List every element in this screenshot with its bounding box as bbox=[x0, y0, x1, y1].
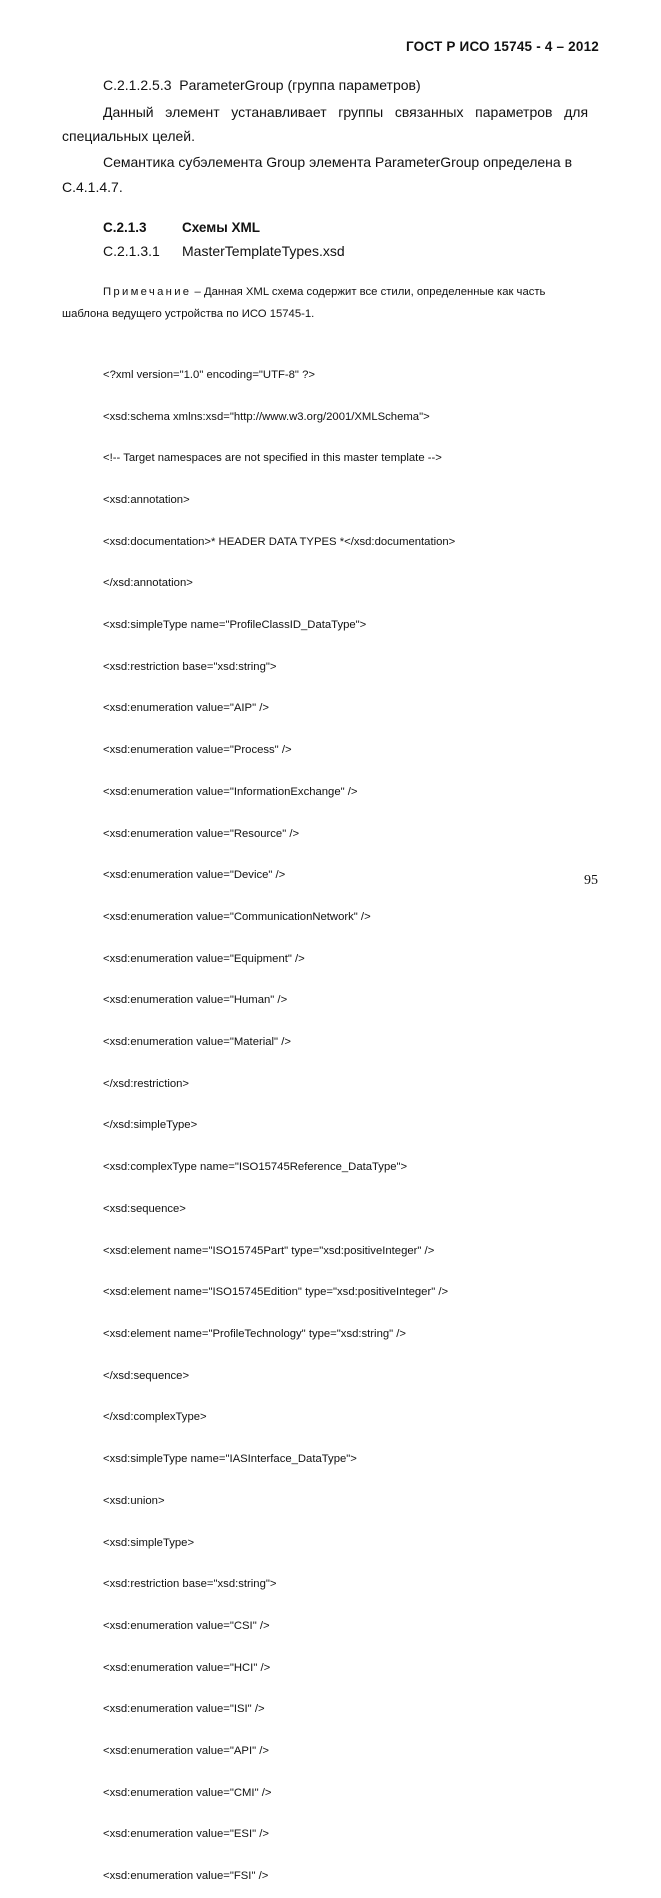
code-line: <xsd:enumeration value="ESI" /> bbox=[103, 1828, 269, 1841]
code-line: <xsd:documentation>* HEADER DATA TYPES *</xsd:documentation> bbox=[103, 535, 456, 548]
note-line-2: шаблона ведущего устройства по ИСО 15745-1. bbox=[62, 308, 315, 320]
code-line: <xsd:element name="ISO15745Part" type="xsd:positiveInteger" /> bbox=[103, 1244, 435, 1257]
paragraph-1-line-1: Данный элемент устанавливает группы связанных параметров для bbox=[103, 104, 589, 120]
code-line: <xsd:enumeration value="ISI" /> bbox=[103, 1703, 265, 1716]
section-title: ParameterGroup (группа параметров) bbox=[179, 77, 421, 93]
code-line: <xsd:enumeration value="AIP" /> bbox=[103, 702, 269, 715]
code-line: <xsd:restriction base="xsd:string"> bbox=[103, 1578, 277, 1591]
code-line: <xsd:enumeration value="API" /> bbox=[103, 1745, 269, 1758]
document-header: ГОСТ Р ИСО 15745 - 4 – 2012 bbox=[406, 39, 599, 54]
code-line: <xsd:enumeration value="Device" /> bbox=[103, 869, 286, 882]
code-line: <xsd:enumeration value="Resource" /> bbox=[103, 827, 300, 840]
code-line: <xsd:element name="ProfileTechnology" type="xsd:string" /> bbox=[103, 1327, 407, 1340]
section-number: С.2.1.2.5.3 bbox=[103, 77, 172, 93]
code-line: <xsd:schema xmlns:xsd="http://www.w3.org/2001/XMLSchema"> bbox=[103, 410, 430, 423]
code-line: <xsd:simpleType> bbox=[103, 1536, 195, 1549]
code-line: </xsd:restriction> bbox=[103, 1077, 190, 1090]
code-line: <xsd:enumeration value="Equipment" /> bbox=[103, 952, 305, 965]
section-title-c2131: MasterTemplateTypes.xsd bbox=[182, 243, 345, 259]
paragraph-2-line-1: Семантика субэлемента Group элемента ParameterGroup определена в bbox=[103, 154, 573, 170]
code-line: <xsd:sequence> bbox=[103, 1202, 186, 1215]
code-line: <xsd:enumeration value="CommunicationNetwork" /> bbox=[103, 910, 371, 923]
section-number-c2131: С.2.1.3.1 bbox=[103, 243, 160, 259]
code-line: <xsd:complexType name="ISO15745Reference_DataType"> bbox=[103, 1161, 408, 1174]
code-line: <xsd:simpleType name="IASInterface_DataType"> bbox=[103, 1453, 357, 1466]
section-title-c213: Схемы XML bbox=[182, 220, 261, 235]
code-line: <xsd:enumeration value="Material" /> bbox=[103, 1036, 291, 1049]
code-line: <?xml version="1.0" encoding="UTF-8" ?> bbox=[103, 368, 315, 381]
code-line: <!-- Target namespaces are not specified in this master template --> bbox=[103, 452, 442, 465]
code-line: </xsd:annotation> bbox=[103, 577, 193, 590]
note-text: – Данная XML схема содержит все стили, определенные как часть bbox=[191, 286, 546, 298]
code-line: <xsd:restriction base="xsd:string"> bbox=[103, 660, 277, 673]
note-line-1 bbox=[103, 285, 545, 299]
code-line: <xsd:enumeration value="Human" /> bbox=[103, 994, 288, 1007]
code-line: <xsd:simpleType name="ProfileClassID_DataType"> bbox=[103, 619, 367, 632]
code-line: <xsd:enumeration value="Process" /> bbox=[103, 744, 292, 757]
code-line: <xsd:enumeration value="FSI" /> bbox=[103, 1870, 269, 1883]
section-number-c213: С.2.1.3 bbox=[103, 220, 147, 235]
page-number: 95 bbox=[584, 873, 598, 888]
paragraph-2-line-2: С.4.1.4.7. bbox=[62, 179, 123, 195]
code-line: <xsd:enumeration value="HCI" /> bbox=[103, 1661, 271, 1674]
code-line: </xsd:sequence> bbox=[103, 1369, 190, 1382]
code-line: <xsd:union> bbox=[103, 1494, 165, 1507]
code-line: <xsd:annotation> bbox=[103, 493, 190, 506]
xml-code-listing bbox=[103, 341, 455, 1898]
paragraph-1-line-2: специальных целей. bbox=[62, 128, 195, 144]
code-line: </xsd:simpleType> bbox=[103, 1119, 198, 1132]
code-line: <xsd:enumeration value="InformationExchange" /> bbox=[103, 785, 358, 798]
code-line: </xsd:complexType> bbox=[103, 1411, 207, 1424]
code-line: <xsd:enumeration value="CMI" /> bbox=[103, 1786, 272, 1799]
section-heading-c21253 bbox=[103, 77, 421, 93]
note-label: Примечание bbox=[103, 286, 192, 298]
code-line: <xsd:enumeration value="CSI" /> bbox=[103, 1619, 270, 1632]
code-line: <xsd:element name="ISO15745Edition" type="xsd:positiveInteger" /> bbox=[103, 1286, 449, 1299]
